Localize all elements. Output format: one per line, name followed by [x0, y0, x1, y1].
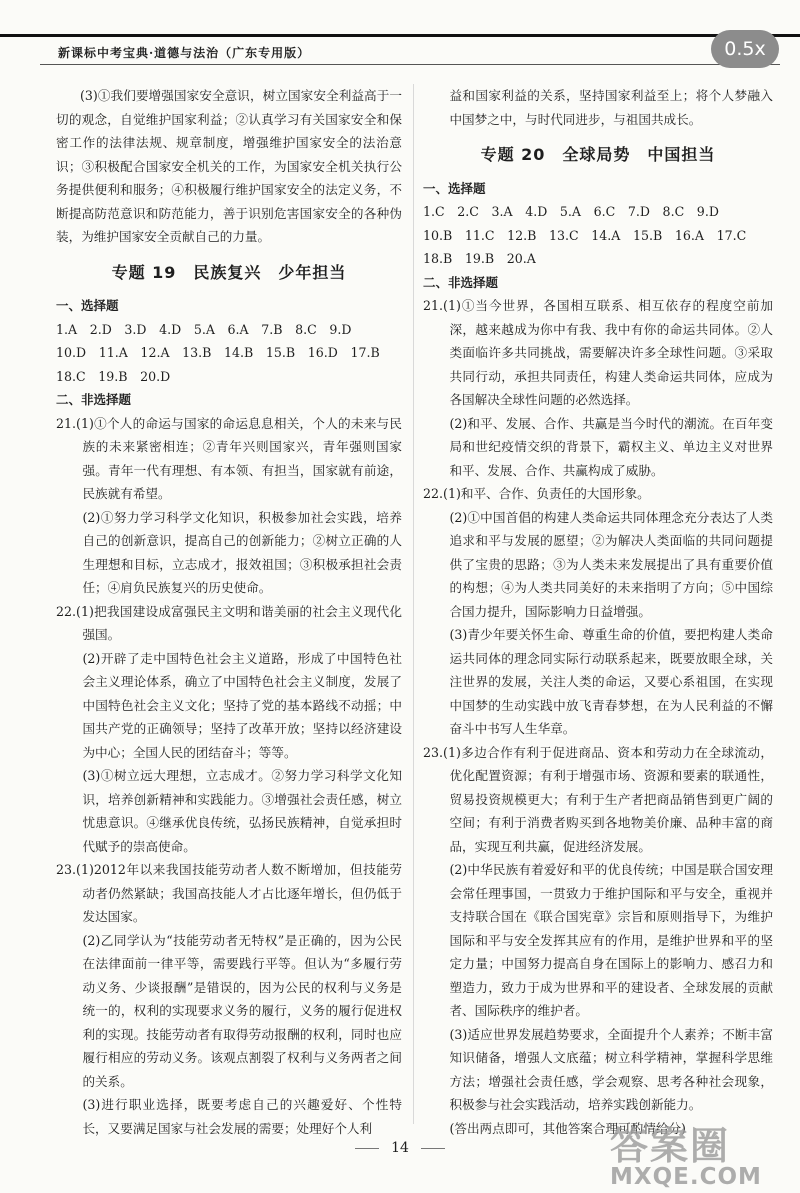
column-divider [413, 84, 414, 1124]
site-watermark [610, 1115, 762, 1190]
topic19-title: 专题 19 民族复兴 少年担当 [111, 262, 347, 282]
scoring-note: (答出两点即可，其他答案合理可酌情给分) [449, 1120, 686, 1136]
topic20-q23-part3: (3)适应世界发展趋势要求，全面提升个人素养；不断丰富知识储备，增强人文底蕴；树立科学精神，掌握科学思维方法；增强社会责任感，学会观察、思考各种社会现象，积极参与社会实践活动，培养实践创新能力。 [449, 1026, 773, 1112]
topic20-nonchoice-header: 二、非选择题 [423, 274, 499, 290]
topic19-q23-part1: 23.(1)2012年以来我国技能劳动者人数不断增加，但技能劳动者仍然紧缺；我国高技能人才占比逐年增长，但仍低于发达国家。 [56, 862, 402, 924]
watermark-cn-text: 答案圈 [610, 1124, 731, 1168]
topic19-q22-part1: 22.(1)把我国建设成富强民主文明和谐美丽的社会主义现代化强国。 [56, 603, 402, 642]
topic19-choice-header: 一、选择题 [56, 298, 119, 313]
topic19-q23-part3: (3)进行职业选择，既要考虑自己的兴趣爱好、个性特长，又要满足国家与社会发展的需要；处理好个人利 [82, 1097, 402, 1136]
topic19-choice-row: 1.A 2.D 3.D 4.D 5.A 6.A 7.B 8.C 9.D [56, 321, 352, 337]
watermark-url-text: MXQE.COM [610, 1164, 762, 1190]
book-header-title: 新课标中考宝典·道德与法治（广东专用版） [58, 46, 311, 60]
topic20-choice-row: 10.B 11.C 12.B 13.C 14.A 15.B 16.A 17.C [423, 227, 747, 243]
topic19-q22-part3: (3)①树立远大理想，立志成才。②努力学习科学文化知识，培养创新精神和实践能力。③增强社会责任感，树立忧患意识。④继承优良传统，弘扬民族精神，自觉承担时代赋予的崇高使命。 [82, 768, 402, 854]
topic20-q22-part2: (2)①中国首倡的构建人类命运共同体理念充分表达了人类追求和平与发展的愿望；②为解决人类面临的共同问题提供了宝贵的思路；③为人类未来发展提出了具有重要价值的构想；④为人类共同美好的未来指明了方向；⑤中国综合国力提升，国际影响力日益增强。 [449, 509, 773, 619]
topic20-q22-part3: (3)青少年要关怀生命、尊重生命的价值，要把构建人类命运共同体的理念同实际行动联系起来，既要放眼全球，关注世界的发展，关注人类的命运，又要心系祖国，在实现中国梦的生动实践中放飞青春梦想，在为人民利益的不懈奋斗中书写人生华章。 [449, 627, 773, 736]
footer-dash-left [355, 1148, 379, 1149]
topic19-choice-row: 18.C 19.B 20.D [56, 368, 171, 384]
topic20-title: 专题 20 全球局势 中国担当 [480, 145, 716, 164]
footer-dash-right [421, 1148, 445, 1149]
topic20-choice-row: 18.B 19.B 20.A [423, 251, 536, 266]
topic20-q23-part1: 23.(1)多边合作有利于促进商品、资本和劳动力在全球流动，优化配置资源；有利于增强市场、资源和要素的联通性，贸易投资规模更大；有利于生产者把商品销售到更广阔的空间；有利于消费者购买到各地物美价廉、品种丰富的商品，实现互利共赢，促进经济发展。 [423, 744, 773, 854]
topic19-q21-part2: (2)①努力学习科学文化知识，积极参加社会实践，培养自己的创新意识，提高自己的创新能力；②树立正确的人生理想和目标，立志成才，报效祖国；③积极承担社会责任；④肩负民族复兴的历史使命。 [82, 509, 402, 595]
page-number: 14 [391, 1140, 409, 1156]
topic19-q23-continued: 益和国家利益的关系，坚持国家利益至上；将个人梦融入中国梦之中，与时代同进步，与祖国共成长。 [449, 88, 773, 127]
header-rule [40, 64, 780, 65]
topic19-choice-row: 10.D 11.A 12.A 13.B 14.B 15.B 16.D 17.B [56, 345, 380, 360]
topic19-q21-part1: 21.(1)①个人的命运与国家的命运息息相关，个人的未来与民族的未来紧密相连；②青年兴则国家兴，青年强则国家强。青年一代有理想、有本领、有担当，国家就有前途，民族就有希望。 [56, 415, 402, 501]
topic20-q22-part1: 22.(1)和平、合作、负责任的大国形象。 [423, 486, 650, 501]
topic20-choice-row: 1.C 2.C 3.A 4.D 5.A 6.C 7.D 8.C 9.D [423, 204, 719, 219]
top-rule [0, 34, 800, 37]
topic20-choice-header: 一、选择题 [423, 180, 486, 196]
topic20-q23-part2: (2)中华民族有着爱好和平的优良传统；中国是联合国安理会常任理事国，一贯致力于维护国际和平与安全，重视并支持联合国在《联合国宪章》宗旨和原则指导下，为维护国际和平与安全发挥其应有的作用，是维护世界和平的坚定力量；中国努力提高自身在国际上的影响力、感召力和塑造力，致力于成为世界和平的建设者、全球发展的贡献者、国际秩序的维护者。 [449, 862, 773, 1018]
topic20-q21-part2: (2)和平、发展、合作、共赢是当今时代的潮流。在百年变局和世纪疫情交织的背景下，霸权主义、单边主义对世界和平、发展、合作、共赢构成了威胁。 [449, 415, 773, 478]
topic19-q23-part2: (2)乙同学认为“技能劳动者无特权”是正确的，因为公民在法律面前一律平等，需要践行平等。但认为“多履行劳动义务、少谈报酬”是错误的，因为公民的权利与义务是统一的，权利的实现要求义务的履行，义务的履行促进权利的实现。技能劳动者有取得劳动报酬的权利，同时也应履行相应的劳动义务。该观点割裂了权利与义务两者之间的关系。 [82, 932, 402, 1089]
left-column [56, 84, 402, 1140]
topic20-q21-part1: 21.(1)①当今世界，各国相互联系、相互依存的程度空前加深，越来越成为你中有我、我中有你的命运共同体。②人类面临许多共同挑战，需要解决许多全球性问题。③采取共同行动，承担共同责任，构建人类命运共同体，应成为各国解决全球性问题的必然选择。 [423, 298, 773, 407]
right-column [423, 84, 773, 1140]
topic18-q3-answer: (3)①我们要增强国家安全意识，树立国家安全利益高于一切的观念，自觉维护国家利益；②认真学习有关国家安全和保密工作的法律法规、规章制度，增强维护国家安全的法治意识；③积极配合国家安全机关的工作，为国家安全机关执行公务提供便利和服务；④积极履行维护国家安全的法定义务，不断提高防范意识和防范能力，善于识别危害国家安全的各种伪装，为维护国家安全贡献自己的力量。 [56, 88, 402, 244]
topic19-nonchoice-header: 二、非选择题 [56, 392, 132, 407]
topic19-q22-part2: (2)开辟了走中国特色社会主义道路，形成了中国特色社会主义理论体系，确立了中国特色社会主义制度，发展了中国特色社会主义文化；坚持了党的基本路线不动摇；中国共产党的正确领导；坚持了改革开放；坚持以经济建设为中心；全国人民的团结奋斗；等等。 [82, 650, 402, 760]
playback-speed-button[interactable]: 0.5x [711, 30, 779, 68]
